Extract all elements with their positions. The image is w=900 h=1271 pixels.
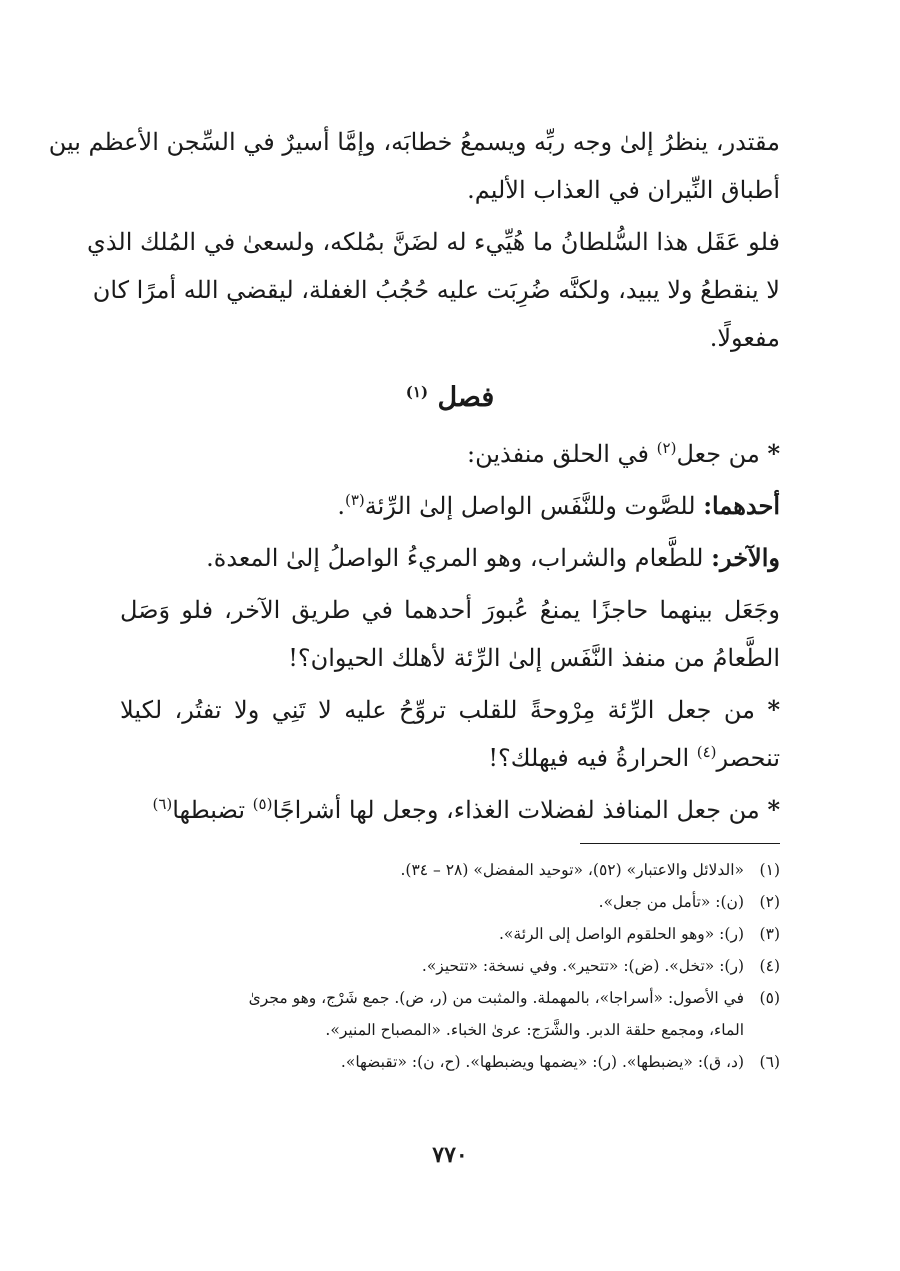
footnote-number: (٦) bbox=[759, 1053, 780, 1071]
list-item: والآخر: للطَّعام والشراب، وهو المريءُ الواصلُ إلىٰ المعدة. bbox=[206, 543, 780, 572]
text-line: تنحصر$^{(٤)}$ الحرارةُ فيه فيهلك؟! bbox=[488, 743, 780, 772]
footnote-number: (٣) bbox=[759, 925, 780, 943]
footnote-ref: (١) bbox=[405, 383, 429, 401]
footnote-ref: (٣) bbox=[345, 491, 365, 509]
footnote-number: (٢) bbox=[759, 893, 780, 911]
bullet-star: * bbox=[767, 695, 780, 724]
text-line: فلو عَقَل هذا السُّلطانُ ما هُيِّيء له لضَنَّ بمُلكه، ولسعىٰ في المُلك الذي bbox=[87, 228, 780, 256]
footnote: (٤)(ر): «تخل». (ض): «تتحير». وفي نسخة: «تتحيز». bbox=[120, 950, 780, 982]
footnote-ref: (٢) bbox=[656, 439, 677, 457]
page-number: ٧٧٠ bbox=[432, 1142, 468, 1168]
footnote-number: (٥) bbox=[759, 989, 780, 1007]
footnote-ref: (٤) bbox=[696, 743, 717, 761]
footnote: (٦)(د، ق): «يضبطها». (ر): «يضمها ويضبطها». (ح، ن): «تقبضها». bbox=[120, 1046, 780, 1078]
list-item: أحدهما: للصَّوت وللنَّفَس الواصل إلىٰ الرِّئة$^{(٣)}$. bbox=[337, 491, 780, 520]
footnote: (١)«الدلائل والاعتبار» (٥٢)، «توحيد المفضل» (٢٨ – ٣٤). bbox=[120, 854, 780, 886]
footnote-continuation: الماء، ومجمع حلقة الدبر. والشَّرَج: عرىٰ الخباء. «المصباح المنير». bbox=[325, 1021, 744, 1039]
list-item: * من جعل الرِّئة مِرْوحةً للقلب تروِّحُ عليه لا تَنِي ولا تفتُر، لكيلا bbox=[120, 695, 780, 724]
text-line: مقتدر، ينظرُ إلىٰ وجه ربِّه ويسمعُ خطابَه، وإمَّا أسيرٌ في السِّجن الأعظم بين bbox=[48, 128, 780, 156]
section-heading bbox=[120, 370, 780, 426]
text-line: الطَّعامُ من منفذ النَّفَس إلىٰ الرِّئة لأهلك الحيوان؟! bbox=[288, 644, 780, 672]
heading-text: فصل bbox=[437, 382, 495, 413]
footnote: (٢)(ن): «تأمل من جعل». bbox=[120, 886, 780, 918]
bullet-star: * bbox=[767, 795, 780, 824]
footnote-number: (١) bbox=[759, 861, 780, 879]
footnotes bbox=[120, 854, 780, 1078]
footnote-ref: (٦) bbox=[152, 795, 173, 813]
footnote-ref: (٥) bbox=[252, 795, 273, 813]
list-item: * من جعل$^{(٢)}$ في الحلق منفذين: bbox=[466, 439, 780, 468]
text-line: وجَعَل بينهما حاجزًا يمنعُ عُبورَ أحدهما في طريق الآخر، فلو وَصَل bbox=[120, 596, 781, 624]
footnote-number: (٤) bbox=[759, 957, 780, 975]
footnote: (٣)(ر): «وهو الحلقوم الواصل إلى الرئة». bbox=[120, 918, 780, 950]
item-label: أحدهما: bbox=[703, 491, 780, 520]
main-text bbox=[48, 118, 781, 834]
text-line: أطباق النِّيران في العذاب الأليم. bbox=[467, 176, 780, 204]
footnote: (٥)في الأصول: «أسراجا»، بالمهملة. والمثبت من (ر، ض). جمع شَرْج، وهو مجرىٰ bbox=[120, 982, 780, 1014]
text-line: لا ينقطعُ ولا يبيد، ولكنَّه ضُرِبَت عليه حُجُبُ الغفلة، ليقضي الله أمرًا كان bbox=[92, 276, 780, 304]
text-line: مفعولًا. bbox=[709, 324, 780, 352]
footnote-divider bbox=[580, 843, 780, 844]
item-label: والآخر: bbox=[711, 543, 780, 572]
bullet-star: * bbox=[767, 439, 780, 468]
list-item: * من جعل المنافذ لفضلات الغذاء، وجعل لها أشراجًا$^{(٥)}$ تضبطها$^{(٦)}$ bbox=[152, 795, 780, 824]
